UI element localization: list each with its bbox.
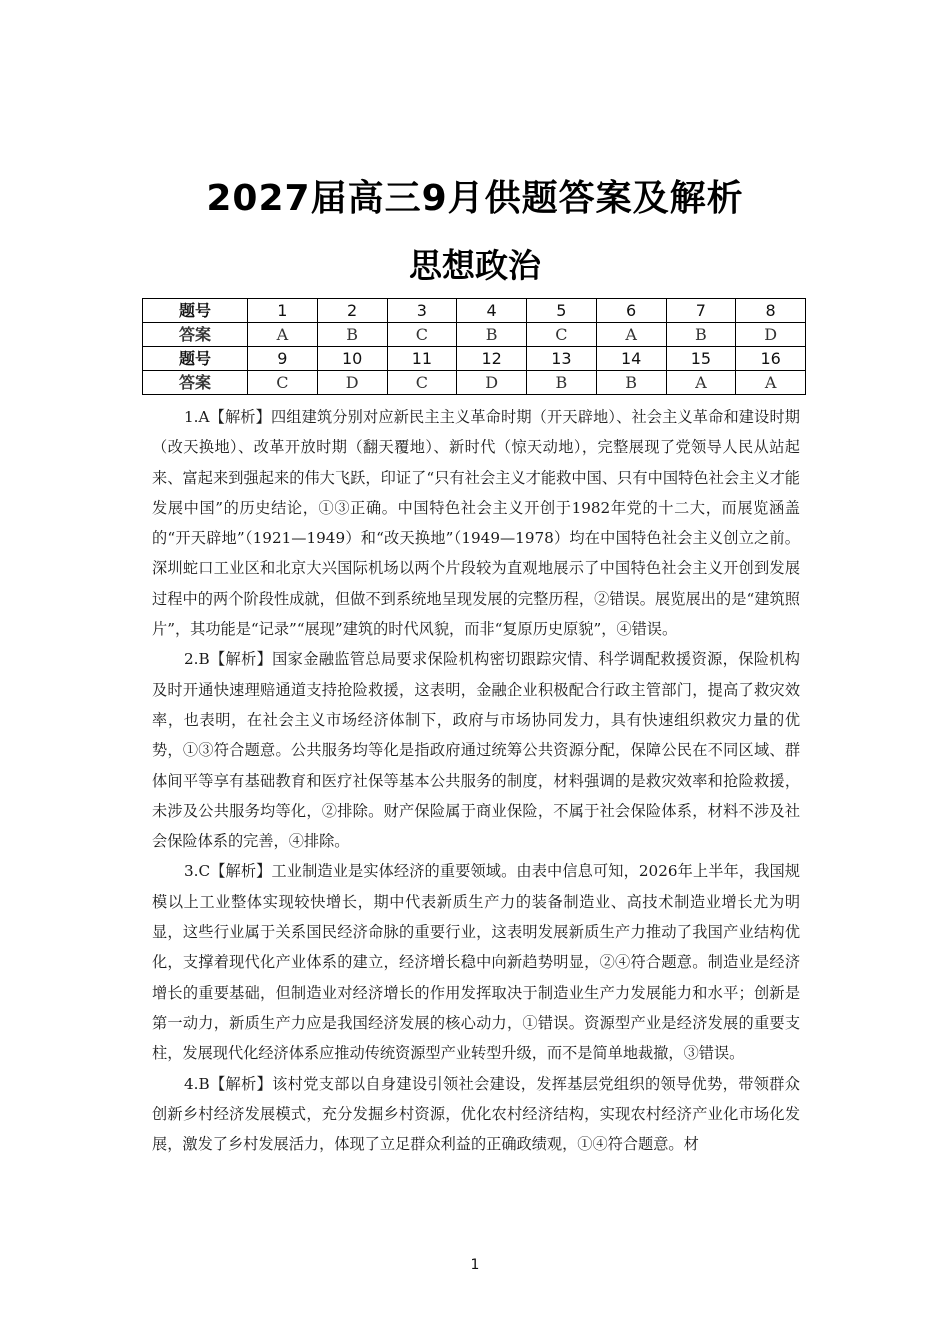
question-number: 14 [596,347,666,371]
table-row-numbers-2 [143,347,806,371]
question-number: 6 [596,299,666,323]
answer-cell: B [457,323,527,347]
analysis-paragraph-3: 3.C【解析】工业制造业是实体经济的重要领域。由表中信息可知，2026年上半年，我国规模以上工业整体实现较快增长，期中代表新质生产力的装备制造业、高技术制造业增长尤为明显，这些行业属于关系国民经济命脉的重要行业，这表明发展新质生产力推动了我国产业结构优化，支撑着现代化产业体系的建立，经济增长稳中向新趋势明显，②④符合题意。制造业是经济增长的重要基础，但制造业对经济增长的作用发挥取决于制造业生产力发展能力和水平；创新是第一动力，新质生产力应是我国经济发展的核心动力，①错误。资源型产业是经济发展的重要支柱，发展现代化经济体系应推动传统资源型产业转型升级，而不是简单地裁撤，③错误。 [152,862,800,1063]
answer-cell: D [457,371,527,395]
answer-cell: C [387,323,457,347]
question-number: 13 [527,347,597,371]
answer-cell: B [527,371,597,395]
table-row-numbers-1 [143,299,806,323]
answer-cell: A [596,323,666,347]
analysis-paragraph-2: 2.B【解析】国家金融监管总局要求保险机构密切跟踪灾情、科学调配救援资源，保险机构及时开通快速理赔通道支持抢险救援，这表明，金融企业积极配合行政主管部门，提高了救灾效率，也表明，在社会主义市场经济体制下，政府与市场协同发力，具有快速组织救灾力量的优势，①③符合题意。公共服务均等化是指政府通过统筹公共资源分配，保障公民在不同区域、群体间平等享有基础教育和医疗社保等基本公共服务的制度，材料强调的是救灾效率和抢险救援，未涉及公共服务均等化，②排除。财产保险属于商业保险，不属于社会保险体系，材料不涉及社会保险体系的完善，④排除。 [152,650,800,851]
answer-cell: C [527,323,597,347]
question-number: 15 [666,347,736,371]
question-number: 11 [387,347,457,371]
row-label-answer: 答案 [143,323,248,347]
question-number: 2 [317,299,387,323]
question-number: 16 [736,347,806,371]
answer-cell: C [387,371,457,395]
subject-title: 思想政治 [409,246,541,285]
answer-table [142,298,806,395]
question-number: 7 [666,299,736,323]
table-row-answers-2 [143,371,806,395]
question-number: 12 [457,347,527,371]
answer-cell: A [248,323,318,347]
analysis-section [152,402,800,1159]
answer-cell: B [596,371,666,395]
analysis-paragraph-4: 4.B【解析】该村党支部以自身建设引领社会建设，发挥基层党组织的领导优势，带领群众创新乡村经济发展模式，充分发掘乡村资源，优化农村经济结构，实现农村经济产业化市场化发展，激发了乡村发展活力，体现了立足群众利益的正确政绩观，①④符合题意。材 [152,1074,800,1154]
question-number: 3 [387,299,457,323]
page-number: 1 [470,1257,480,1273]
question-number: 9 [248,347,318,371]
question-number: 5 [527,299,597,323]
question-number: 10 [317,347,387,371]
answer-cell: A [666,371,736,395]
answer-cell: A [736,371,806,395]
analysis-paragraph-1: 1.A【解析】四组建筑分别对应新民主主义革命时期（开天辟地）、社会主义革命和建设时期（改天换地）、改革开放时期（翻天覆地）、新时代（惊天动地），完整展现了党领导人民从站起来、富起来到强起来的伟大飞跃，印证了“只有社会主义才能救中国、只有中国特色社会主义才能发展中国”的历史结论，①③正确。中国特色社会主义开创于1982年党的十二大，而展览涵盖的“开天辟地”（1921—1949）和“改天换地”（1949—1978）均在中国特色社会主义创立之前。深圳蛇口工业区和北京大兴国际机场以两个片段较为直观地展示了中国特色社会主义开创到发展过程中的两个阶段性成就，但做不到系统地呈现发展的完整历程，②错误。展览展出的是“建筑照片”，其功能是“记录”“展现”建筑的时代风貌，而非“复原历史原貌”，④错误。 [152,408,800,639]
row-label-answer: 答案 [143,371,248,395]
row-label-number: 题号 [143,299,248,323]
page-title: 2027届高三9月供题答案及解析 [206,178,744,219]
answer-cell: B [666,323,736,347]
question-number: 8 [736,299,806,323]
table-row-answers-1 [143,323,806,347]
answer-cell: D [736,323,806,347]
question-number: 1 [248,299,318,323]
question-number: 4 [457,299,527,323]
answer-cell: C [248,371,318,395]
answer-cell: D [317,371,387,395]
answer-cell: B [317,323,387,347]
row-label-number: 题号 [143,347,248,371]
